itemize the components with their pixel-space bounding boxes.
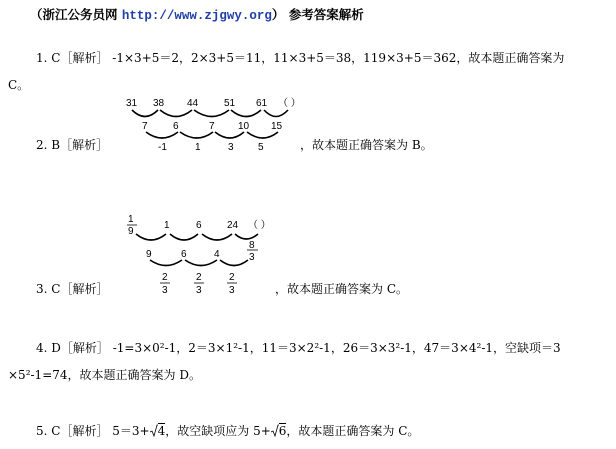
q3-r3-f3-num: 2 — [229, 272, 235, 283]
q3-answer: ，故本题正确答案为 C。 — [275, 282, 408, 296]
q2-arc-r2-3 — [215, 132, 244, 138]
q3-label: 3. C［解析］ — [36, 282, 109, 296]
q3-arc-r1-2 — [170, 234, 198, 240]
q3-r1-n4: 24 — [227, 220, 239, 231]
q2-arc-r1-4 — [231, 110, 261, 117]
q5-middle: ，故空缺项应为 5+ — [165, 424, 271, 438]
q3-r2-frac-num: 8 — [249, 240, 255, 251]
q2-arc-r1-2 — [160, 110, 192, 117]
q4-line1: 4. D［解析］ -1=3×0²-1，2＝3×1²-1，11＝3×2²-1，26＝3×3²-1，47＝3×4²-1，空缺项＝3 — [36, 341, 561, 355]
q2-r1-n2: 38 — [153, 98, 165, 109]
q3-arc-r1-1 — [136, 234, 166, 240]
header-title: 参考答案解析 — [288, 7, 364, 22]
q2-r1-n4: 51 — [224, 98, 236, 109]
q2-r3-n4: 5 — [258, 142, 264, 153]
q3-r1-frac-den: 9 — [128, 226, 134, 237]
q2-r2-n4: 10 — [238, 121, 250, 132]
q2-arc-r1-3 — [194, 110, 229, 117]
q3-arc-r1-3 — [202, 234, 232, 240]
q2-label: 2. B［解析］ — [36, 138, 109, 152]
q2-arc-r1-1 — [132, 110, 158, 117]
q3-r1-frac-num: 1 — [128, 214, 134, 225]
page-header — [30, 5, 364, 23]
q3-r3-f1-num: 2 — [162, 272, 168, 283]
header-site-name: 浙江公务员网 — [42, 7, 118, 22]
header-url-link[interactable]: http://www.zjgwy.org — [121, 9, 272, 23]
q3-r2-n3: 4 — [214, 249, 220, 260]
q5-sqrt-sign-1 — [150, 424, 158, 437]
q5-line — [36, 424, 419, 438]
q2-r3-n2: 1 — [195, 142, 201, 153]
q3-arc-r2-1 — [150, 260, 182, 266]
q3-r3-f3-den: 3 — [229, 285, 235, 296]
q3-ratio-diagram — [120, 212, 280, 298]
q2-arc-r2-1 — [146, 132, 178, 138]
q3-arc-r2-3 — [220, 260, 248, 266]
q3-r3-f2-num: 2 — [196, 272, 202, 283]
q3-r2-frac-den: 3 — [249, 252, 255, 263]
q5-radicand-1: 4 — [157, 424, 166, 438]
q5-equation: 5＝3+ — [112, 424, 150, 438]
q2-r1-n3: 44 — [187, 98, 199, 109]
q3-r1-n2: 1 — [164, 220, 170, 231]
q1-line1: 1. C［解析］ -1×3+5＝2，2×3+5＝11，11×3+5＝38，119×3+5＝362，故本题正确答案为 — [36, 51, 565, 65]
q3-r2-n1: 9 — [146, 249, 152, 260]
q2-r1-n1: 31 — [126, 98, 138, 109]
q2-r3-n1: -1 — [158, 142, 167, 153]
q2-r1-n5: 61 — [256, 98, 268, 109]
q2-r2-n3: 7 — [209, 121, 215, 132]
q5-label: 5. C［解析］ — [36, 424, 109, 438]
q5-answer: ，故本题正确答案为 C。 — [286, 424, 420, 438]
q2-difference-diagram — [120, 94, 310, 154]
q3-r1-blank: （ ） — [248, 220, 271, 231]
q4-line2: ×5²-1=74，故本题正确答案为 D。 — [8, 368, 201, 382]
q2-r2-n2: 6 — [173, 121, 179, 132]
header-close-paren: ） — [271, 7, 285, 22]
q5-radicand-2: 6 — [278, 424, 287, 438]
q2-r1-blank: （ ） — [278, 98, 301, 109]
q2-r2-n1: 7 — [142, 121, 148, 132]
q3-arc-r2-2 — [185, 260, 217, 266]
q3-r2-n2: 6 — [181, 249, 187, 260]
header-open-paren: （ — [30, 7, 43, 22]
q3-r3-f1-den: 3 — [162, 285, 168, 296]
q2-r2-n5: 15 — [271, 121, 283, 132]
q5-sqrt-sign-2 — [271, 424, 279, 437]
q1-line2: C。 — [8, 78, 30, 92]
q2-arc-r2-4 — [247, 132, 278, 138]
q2-arc-r2-2 — [180, 132, 213, 138]
q2-answer: ，故本题正确答案为 B。 — [300, 138, 433, 152]
q2-arc-r1-5 — [264, 110, 288, 117]
q3-r1-n3: 6 — [196, 220, 202, 231]
q2-r3-n3: 3 — [228, 142, 234, 153]
q3-r3-f2-den: 3 — [196, 285, 202, 296]
q3-arc-r1-4 — [235, 234, 258, 239]
